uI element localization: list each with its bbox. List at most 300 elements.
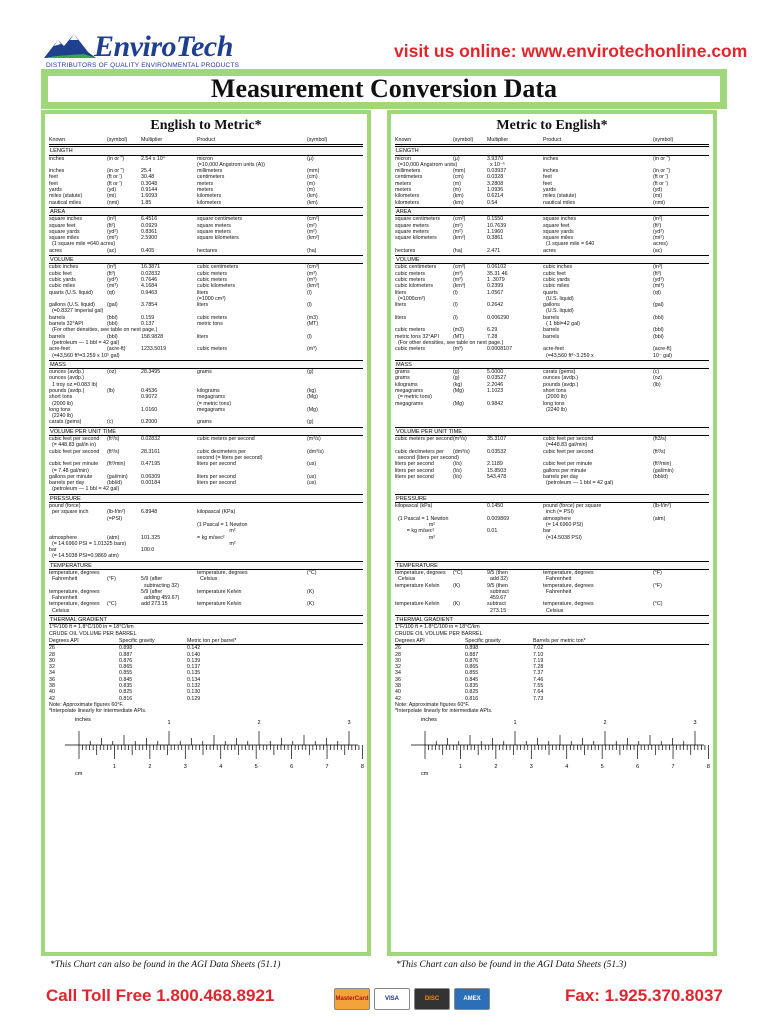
table-cell: ( 1 bbl=42 gal): [543, 321, 580, 328]
table-cell: pound (force) per square: [543, 503, 602, 510]
table-cell: ounces (avdp.): [49, 369, 85, 376]
table-cell: kilometers: [197, 193, 222, 200]
column-headers: [49, 137, 363, 145]
table-cell: (=1000 cm³): [197, 295, 226, 302]
table-cell: (=10,000 Angstrom units (A)): [197, 161, 265, 168]
table-cell: (μ): [453, 155, 460, 162]
oil-cell: 30: [49, 657, 55, 664]
website-link[interactable]: visit us online: www.envirotechonline.com: [394, 41, 748, 61]
table-cell: (cm²): [307, 216, 320, 223]
table-cell: 10⁻ gal): [653, 352, 672, 359]
table-cell: (m): [307, 180, 315, 187]
table-cell: gallons per minute: [49, 473, 93, 480]
table-cell: (=43,560 ft³~3.259 x: [543, 352, 594, 359]
table-cell: barrels: [543, 333, 560, 340]
cm-tick-label: 5: [254, 763, 258, 770]
column-header: Specific gravity: [119, 637, 155, 644]
table-cell: cubic meters: [395, 276, 426, 283]
table-cell: 1233.5019: [141, 346, 167, 353]
table-cell: [487, 631, 543, 637]
column-header: (symbol): [453, 137, 474, 143]
table-cell: (oz): [107, 369, 117, 376]
ruler: [395, 715, 713, 777]
table-cell: 0.0008107: [487, 346, 513, 353]
oil-cell: 0.855: [465, 670, 479, 677]
table-cell: (= metric tons): [197, 400, 231, 407]
oil-cell: 7.55: [533, 683, 544, 690]
table-cell: (dm³/s): [307, 448, 324, 455]
oil-cell: 0.855: [119, 670, 133, 677]
oil-cell: 0.137: [187, 664, 201, 671]
table-cell: 0.54: [487, 199, 498, 206]
table-cell: 0.47195: [141, 461, 161, 468]
table-cell: millimeters: [197, 168, 223, 175]
table-cell: acres: [543, 247, 556, 254]
table-cell: (1 square mile =640 acres): [49, 241, 116, 248]
table-cell: 1.85: [141, 199, 152, 206]
table-cell: cubic yards: [543, 276, 570, 283]
table-cell: grams: [197, 369, 212, 376]
table-cell: subtract: [487, 601, 506, 608]
table-cell: square meters: [197, 222, 231, 229]
table-cell: barrels 32°API: [49, 321, 84, 328]
table-cell: acre-feet: [543, 346, 564, 353]
table-cell: 0.8361: [141, 228, 158, 235]
table-cell: micron: [395, 155, 411, 162]
section-header: MASS: [49, 360, 363, 369]
table-cell: (For other densities, see table on next page.): [49, 327, 158, 334]
table-cell: 0.02832: [141, 270, 161, 277]
table-cell: (ft or '): [653, 174, 669, 181]
table-cell: 0.009869: [487, 515, 510, 522]
oil-cell: 26: [49, 645, 55, 652]
table-cell: (2240 lb): [543, 406, 567, 413]
table-cell: 0.6214: [487, 193, 504, 200]
table-cell: (gal): [107, 302, 118, 309]
table-cell: [653, 608, 709, 614]
table-cell: cubic centimeters: [395, 264, 437, 271]
table-cell: 0.03532: [487, 448, 507, 455]
oil-table-header: [49, 638, 363, 645]
table-row: [49, 553, 363, 559]
table-cell: 0.006290: [487, 314, 510, 321]
table-cell: square kilometers: [395, 235, 437, 242]
table-cell: 0.03527: [487, 375, 507, 382]
table-cell: 0.02832: [141, 436, 161, 443]
table-cell: m²: [197, 528, 236, 535]
section-header: PRESSURE: [49, 494, 363, 503]
table-cell: Fahrenheit: [543, 588, 572, 595]
table-cell: millimeters: [395, 168, 421, 175]
table-cell: [453, 353, 487, 359]
oil-cell: 28: [395, 651, 401, 658]
table-cell: (gal/min): [653, 467, 674, 474]
table-cell: 101.325: [141, 534, 161, 541]
table-cell: 2.1189: [487, 461, 503, 468]
table-cell: (in²): [107, 216, 117, 223]
toll-free-phone[interactable]: Call Toll Free 1.800.468.8921: [46, 986, 275, 1005]
oil-cell: 0.816: [119, 695, 133, 702]
table-row: [49, 486, 363, 492]
table-cell: 2.471: [487, 247, 501, 254]
table-cell: [395, 553, 453, 559]
table-cell: liters per second: [197, 461, 236, 468]
oil-cell: 7.46: [533, 676, 544, 683]
table-cell: (m²): [307, 228, 317, 235]
oil-cell: 0.134: [187, 676, 201, 683]
table-cell: cubic meters: [395, 270, 426, 277]
oil-cell: 7.73: [533, 695, 544, 702]
table-cell: (km): [307, 193, 318, 200]
table-cell: meters: [395, 180, 412, 187]
table-cell: [487, 553, 543, 559]
table-cell: cubic feet per minute: [543, 461, 593, 468]
table-cell: (ft3/s): [653, 436, 667, 443]
table-cell: adding 459.67): [141, 595, 180, 602]
ruler: [49, 715, 367, 777]
table-cell: ounces (avdp.): [49, 375, 85, 382]
table-cell: cubic feet per second: [543, 448, 594, 455]
oil-cell: 0.142: [187, 645, 201, 652]
table-cell: (km): [307, 199, 318, 206]
table-cell: cubic meters: [395, 346, 426, 353]
table-cell: (l): [453, 314, 458, 321]
table-cell: square kilometers: [197, 235, 239, 242]
table-cell: [307, 353, 363, 359]
inch-tick-label: 2: [257, 719, 261, 726]
discover-icon: DISC: [414, 988, 450, 1010]
table-cell: 5/9 (after: [141, 588, 163, 595]
table-cell: [141, 608, 197, 614]
table-cell: 158.9828: [141, 333, 164, 340]
table-cell: (km²): [453, 235, 466, 242]
table-cell: cubic meters per second: [197, 436, 255, 443]
table-cell: grams: [395, 369, 410, 376]
table-cell: (acre-ft): [107, 346, 126, 353]
table-cell: (bbl/d): [653, 473, 669, 480]
table-cell: (km³): [453, 283, 466, 290]
section-header: LENGTH: [395, 146, 709, 155]
table-cell: square feet: [49, 222, 76, 229]
table-cell: Celsius: [49, 607, 70, 614]
table-cell: (in²): [653, 216, 663, 223]
table-row: [395, 553, 709, 559]
table-cell: 0.0929: [141, 222, 158, 229]
oil-cell: 0.887: [119, 651, 133, 658]
oil-cell: 0.887: [465, 651, 479, 658]
table-row: [395, 248, 709, 254]
table-cell: cubic meters: [197, 270, 228, 277]
table-cell: 0.03937: [487, 168, 507, 175]
table-cell: (mm): [307, 168, 320, 175]
table-cell: (K): [453, 582, 461, 589]
table-cell: [453, 553, 487, 559]
table-cell: (m³/s): [453, 436, 467, 443]
table-cell: atmosphere: [49, 534, 77, 541]
cm-tick-label: 4: [565, 763, 569, 770]
table-cell: = kg m/sec²: [197, 534, 225, 541]
table-cell: cubic kilometers: [395, 283, 433, 290]
inch-tick-label: 1: [167, 719, 171, 726]
table-cell: 6.29: [487, 327, 498, 334]
oil-cell: 7.19: [533, 657, 544, 664]
table-cell: (=10,000 Angstrom units): [395, 161, 458, 168]
table-cell: 2.54 x 10⁴: [141, 155, 166, 162]
table-cell: (c): [653, 369, 660, 376]
table-cell: cubic feet: [49, 270, 72, 277]
table-cell: (bbl): [653, 327, 664, 334]
table-cell: 2.2046: [487, 381, 504, 388]
section-header: PRESSURE: [395, 494, 709, 503]
section-header: VOLUME: [49, 255, 363, 264]
table-cell: quarts: [543, 289, 558, 296]
table-cell: inches: [543, 155, 559, 162]
table-cell: 15.8503: [487, 467, 507, 474]
table-cell: barrels: [49, 333, 66, 340]
table-cell: (lb): [107, 387, 115, 394]
table-cell: [395, 353, 453, 359]
table-cell: cubic meters per second: [395, 436, 453, 443]
table-cell: meters: [395, 187, 412, 194]
table-cell: 1.0160: [141, 406, 158, 413]
table-cell: (Mg): [453, 387, 464, 394]
column-header: Known: [395, 137, 412, 143]
table-cell: [543, 553, 653, 559]
table-cell: kilograms: [197, 387, 220, 394]
oil-cell: 42: [49, 695, 55, 702]
oil-cell: 42: [395, 695, 401, 702]
mountain-icon: [44, 32, 96, 58]
table-cell: temperature, degrees: [543, 582, 594, 589]
table-cell: cubic feet per second: [543, 436, 594, 443]
table-cell: miles (statute): [543, 193, 577, 200]
table-row: [49, 631, 363, 637]
table-cell: metric tons 32°API: [395, 333, 439, 340]
oil-cell: 0.816: [465, 695, 479, 702]
table-cell: 0.3861: [487, 235, 504, 242]
table-cell: [653, 419, 709, 425]
table-cell: temperature Kelvin: [395, 601, 440, 608]
table-cell: [107, 553, 141, 559]
table-cell: (cm³): [307, 264, 320, 271]
table-cell: (bbl): [107, 314, 118, 321]
table-cell: 0.0328: [487, 174, 504, 181]
table-cell: (us): [307, 480, 317, 487]
table-cell: 0.405: [141, 247, 155, 254]
table-cell: (acre-ft): [653, 346, 672, 353]
table-cell: Celsius: [395, 576, 416, 583]
visa-icon: VISA: [374, 988, 410, 1010]
table-cell: (m³): [307, 346, 317, 353]
table-cell: [107, 353, 141, 359]
table-cell: 0.06309: [141, 473, 161, 480]
table-cell: Fahrenheit: [49, 576, 78, 583]
table-cell: kilometers: [395, 193, 420, 200]
table-cell: (=PSI): [107, 515, 123, 522]
table-cell: (bbl): [653, 333, 664, 340]
table-cell: Fahrenheit: [49, 595, 78, 602]
column-headers: [395, 137, 709, 145]
table-cell: 28.3161: [141, 448, 161, 455]
table-row: [49, 419, 363, 425]
oil-cell: 32: [49, 664, 55, 671]
table-cell: (=43,560 ft³=3.259 x 10⁵ gal): [49, 352, 120, 359]
oil-cell: 0.845: [119, 676, 133, 683]
table-cell: (petroleum — 1 bbl = 42 gal): [543, 480, 614, 487]
english-to-metric-panel: [41, 110, 371, 956]
table-cell: cubic inches: [49, 264, 79, 271]
table-cell: 3.9370: [487, 155, 504, 162]
panel-title: Metric to English*: [496, 118, 608, 133]
table-cell: (ha): [307, 247, 317, 254]
oil-cell: 40: [395, 689, 401, 696]
table-cell: (nmi): [107, 199, 120, 206]
table-cell: (1 Pascal = 1 Newton: [197, 521, 248, 528]
table-cell: (2240 lb): [49, 413, 73, 420]
table-cell: 35.31 46: [487, 270, 508, 277]
oil-cell: 0.865: [465, 664, 479, 671]
conversion-sections: [49, 146, 363, 637]
table-cell: (= 14.5038 PSI=0.9869 atm): [49, 553, 119, 560]
table-cell: (g): [307, 419, 314, 426]
table-cell: yards: [49, 187, 62, 194]
table-cell: megagrams: [395, 400, 423, 407]
table-cell: cubic meters: [395, 327, 426, 334]
oil-row: [49, 696, 363, 702]
title-banner: [41, 69, 727, 109]
table-cell: 0.3048: [141, 180, 158, 187]
table-cell: 1 troy oz.=0.083 lb): [49, 381, 98, 388]
table-cell: 459.67: [487, 595, 507, 602]
table-cell: (m): [307, 187, 315, 194]
table-cell: yards: [543, 187, 556, 194]
table-cell: centimeters: [197, 174, 225, 181]
cm-tick-label: 6: [290, 763, 294, 770]
table-cell: 6.8948: [141, 509, 158, 516]
table-cell: 1.6093: [141, 193, 158, 200]
table-cell: (°C): [307, 570, 317, 576]
cm-tick-label: 4: [219, 763, 223, 770]
table-cell: (m²): [307, 222, 317, 229]
table-cell: 0.06102: [487, 264, 507, 271]
table-cell: megagrams: [197, 406, 225, 413]
table-cell: (Mg): [307, 394, 318, 401]
cm-tick-label: 2: [494, 763, 498, 770]
oil-cell: 7.02: [533, 645, 544, 652]
column-header: Barrels per metric ton*: [533, 637, 586, 644]
table-cell: liters per second: [395, 473, 434, 480]
table-cell: (°F): [653, 570, 662, 576]
table-cell: hectares: [197, 247, 218, 254]
table-cell: 7.28: [487, 333, 498, 340]
table-cell: (gal/min): [107, 473, 128, 480]
column-header: Known: [49, 137, 66, 143]
table-cell: (qt): [107, 289, 115, 296]
table-cell: atmosphere: [543, 515, 571, 522]
cm-tick-label: 5: [600, 763, 604, 770]
table-cell: nautical miles: [543, 199, 576, 206]
table-cell: 1.1960: [487, 228, 504, 235]
inch-tick-label: 1: [513, 719, 517, 726]
cm-tick-label: 6: [636, 763, 640, 770]
table-cell: 0.9072: [141, 394, 158, 401]
table-cell: 2.5900: [141, 235, 158, 242]
table-cell: (dm³/s): [453, 448, 470, 455]
table-cell: 100.0: [141, 547, 155, 554]
table-cell: short tons: [49, 394, 73, 401]
table-cell: (atm): [107, 534, 120, 541]
table-cell: square miles: [49, 235, 80, 242]
table-cell: (us): [307, 461, 317, 468]
table-cell: liters: [395, 314, 407, 321]
cm-tick-label: 1: [458, 763, 462, 770]
table-cell: (petroleum — 1 bbl = 42 gal): [49, 339, 120, 346]
table-cell: (in³): [107, 264, 117, 271]
envirotech-logo[interactable]: [44, 28, 304, 74]
section-header: AREA: [395, 207, 709, 216]
table-cell: m²: [395, 534, 436, 541]
table-cell: grams: [395, 375, 410, 382]
table-cell: (in or "): [653, 168, 671, 175]
table-cell: 0.7646: [141, 276, 158, 283]
table-cell: hectares: [395, 247, 416, 254]
table-cell: temperature Kelvin: [395, 582, 440, 589]
table-cell: square yards: [543, 228, 574, 235]
table-cell: (l): [307, 289, 312, 296]
table-cell: 273.15: [487, 607, 507, 614]
section-header: AREA: [49, 207, 363, 216]
table-cell: (ft³/s): [107, 448, 120, 455]
table-cell: cubic kilometers: [197, 283, 235, 290]
table-cell: [453, 631, 487, 637]
oil-cell: 30: [395, 657, 401, 664]
oil-cell: 0.130: [187, 689, 201, 696]
table-cell: (m³): [307, 270, 317, 277]
table-cell: (ft²): [107, 222, 116, 229]
table-cell: gallons (U.S. liquid): [49, 302, 95, 309]
table-cell: inches: [49, 168, 65, 175]
table-cell: (ft or '): [107, 180, 123, 187]
amex-icon: AMEX: [454, 988, 490, 1010]
table-row: [395, 200, 709, 206]
table-cell: [395, 608, 453, 614]
column-header: Metric ton per barrel*: [187, 637, 237, 644]
table-cell: square meters: [395, 228, 429, 235]
table-cell: (m³): [453, 346, 463, 353]
section-header: TEMPERATURE: [395, 561, 709, 570]
table-cell: cubic feet: [543, 270, 566, 277]
section-header: THERMAL GRADIENT: [49, 615, 363, 624]
table-cell: [543, 486, 653, 492]
table-cell: subtracting 32): [141, 582, 179, 589]
table-cell: (cm): [307, 174, 318, 181]
table-cell: (MT): [453, 333, 465, 340]
table-cell: (ft³/min): [653, 461, 672, 468]
column-header: Multiplier: [141, 137, 163, 143]
table-cell: [653, 486, 709, 492]
column-header: Multiplier: [487, 137, 509, 143]
table-cell: (m²): [453, 222, 463, 229]
table-cell: (U.S. liquid): [543, 295, 574, 302]
table-cell: 5/9 (after: [141, 576, 163, 583]
table-cell: liters per second: [395, 467, 434, 474]
table-cell: (in or "): [107, 168, 125, 175]
footnote-right: *This Chart can also be found in the AGI Data Sheets (51.3): [396, 960, 627, 970]
table-cell: 1°F/100 ft = 1.8°C/100 in = 18°C/km: [395, 624, 480, 631]
table-cell: [653, 631, 709, 637]
table-cell: (lb-f/in²): [107, 509, 126, 516]
table-cell: [141, 553, 197, 559]
